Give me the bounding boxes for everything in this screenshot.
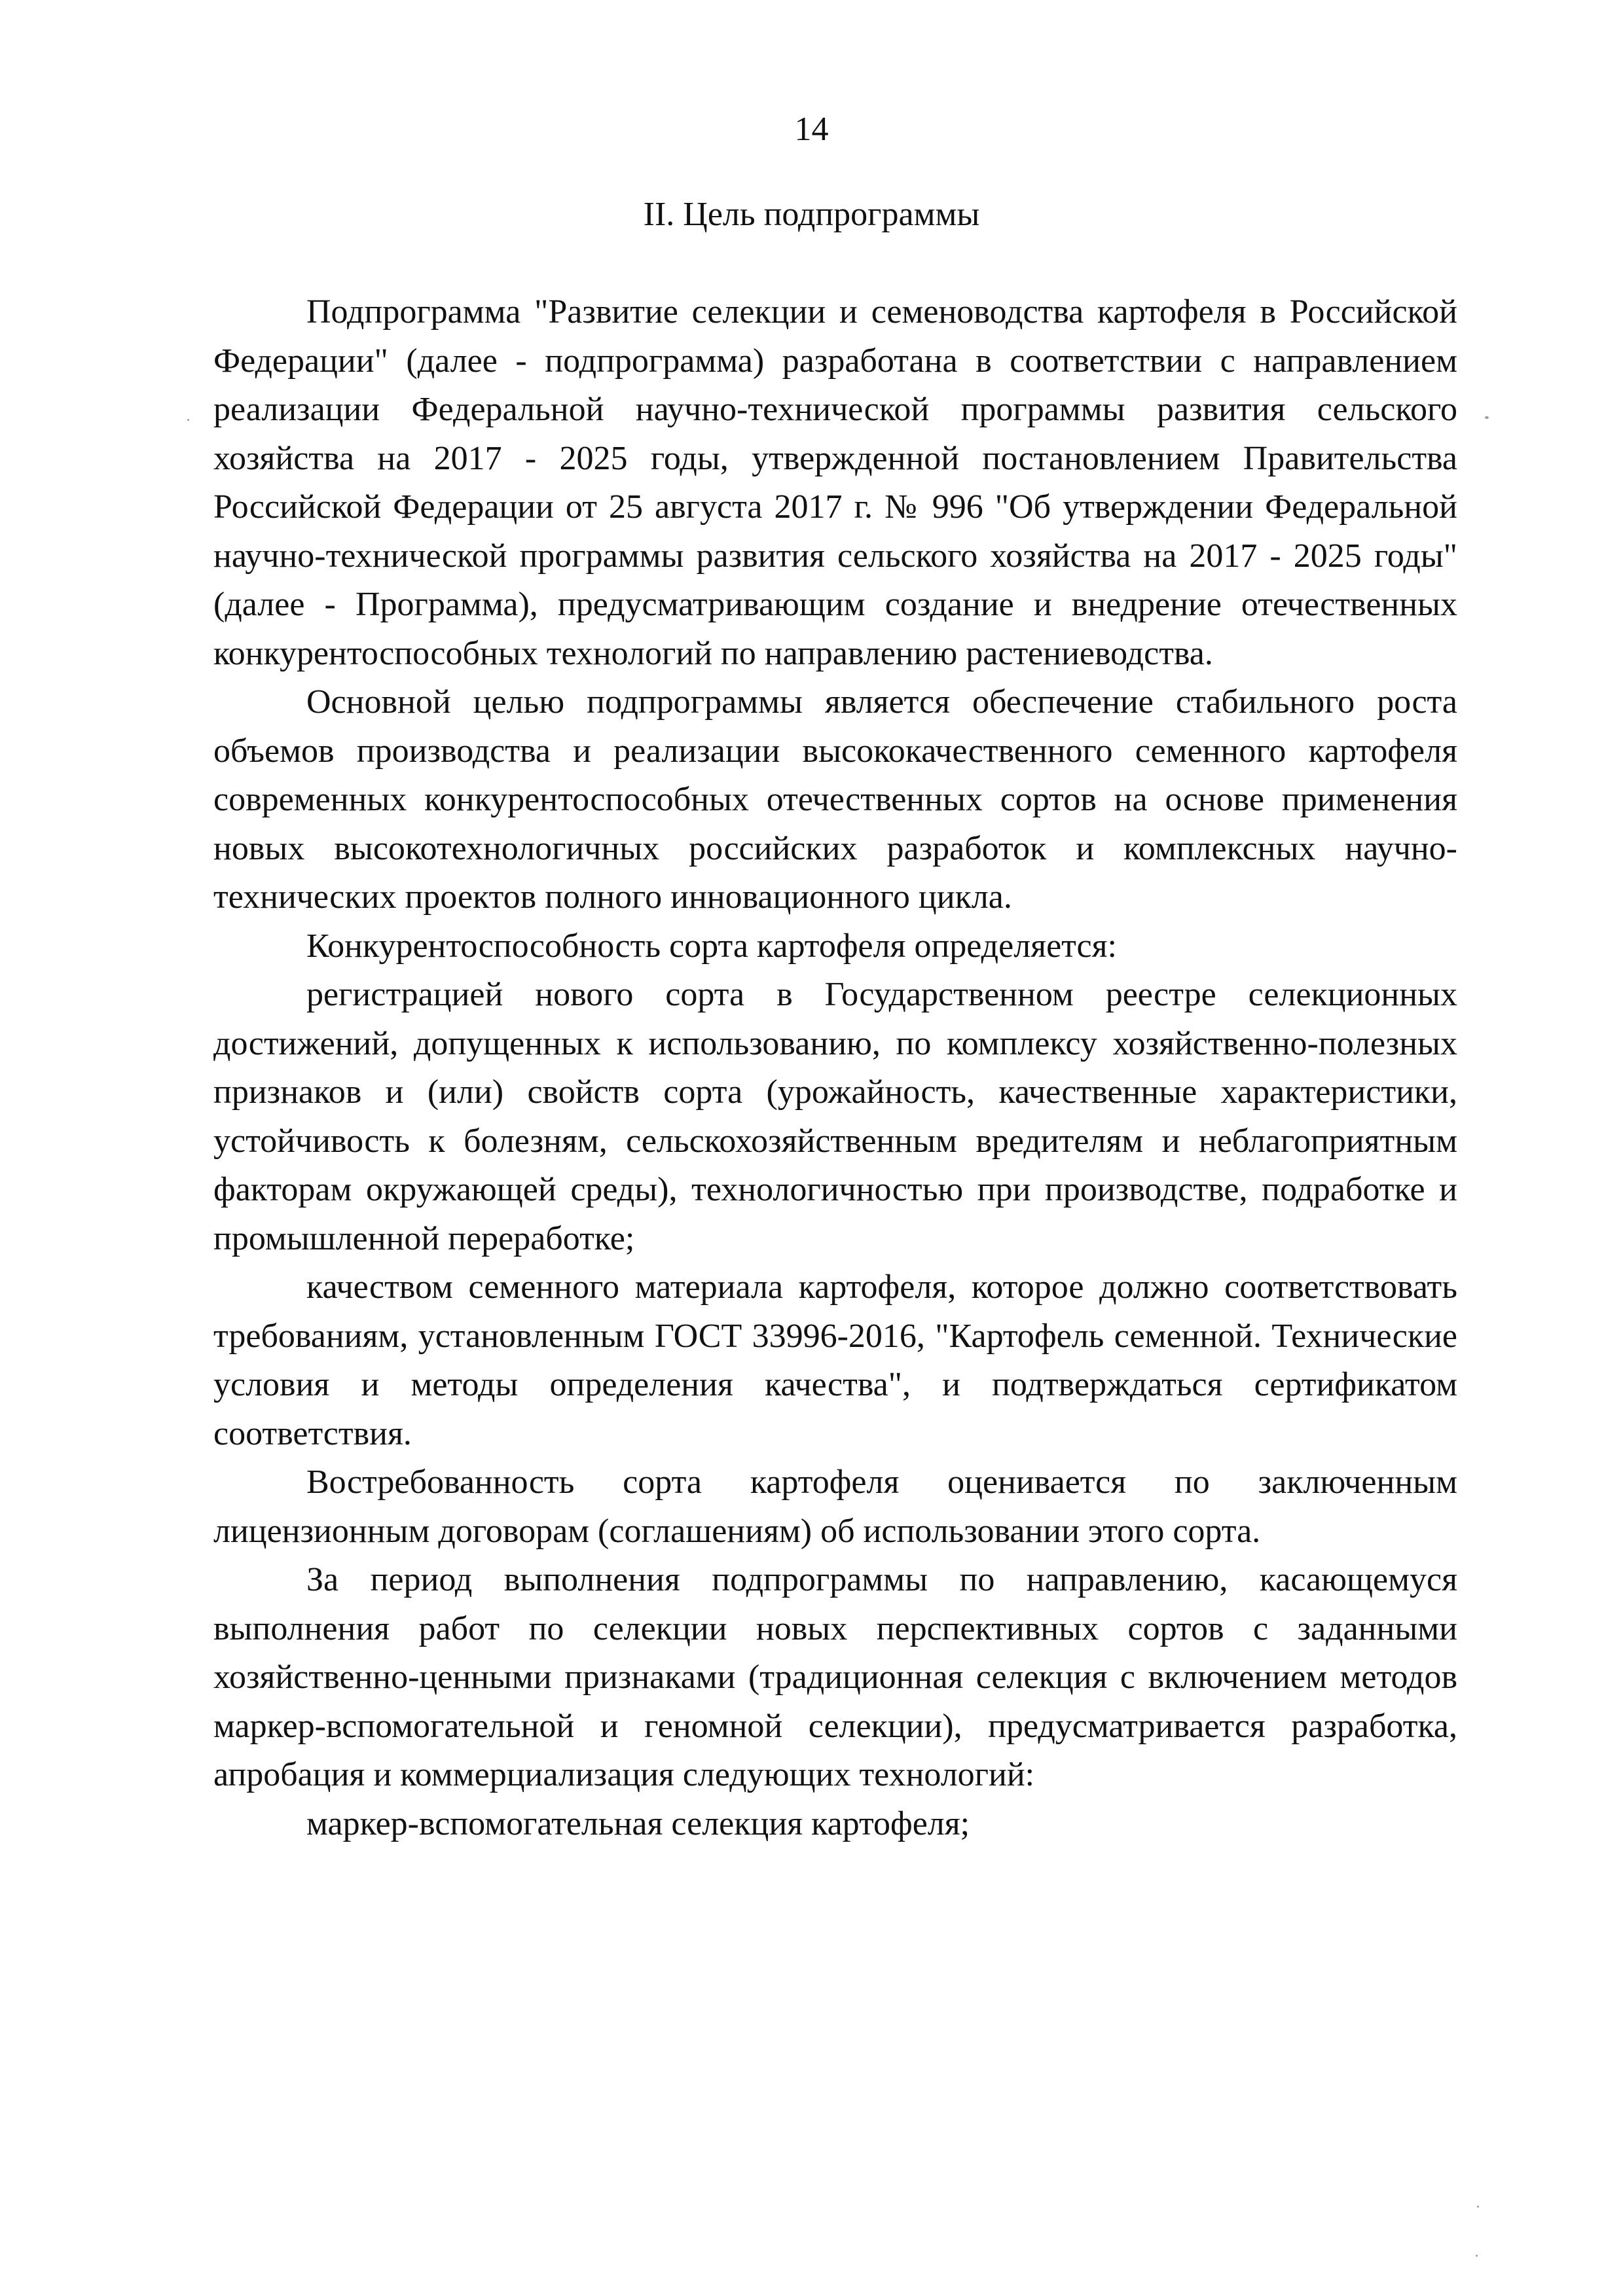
paragraph-goal: Основной целью подпрограммы является обеспечение стабильного роста объемов производства и реализации высококачественного семенного картофеля современных конкурентоспособных отечественных сортов на основе применения новых высокотехнологичных российских разработок и комплексных научно-технических проектов полного инновационного цикла. [213,683,1457,916]
scan-artifact [1476,2255,1478,2257]
section-title: II. Цель подпрограммы [643,196,980,233]
list-item-marker-selection: маркер-вспомогательная селекция картофеля; [306,1804,970,1842]
body-text [213,288,1457,1848]
paragraph-intro: Подпрограмма "Развитие селекции и семеноводства картофеля в Российской Федерации" (далее - подпрограмма) разработана в соответствии с направлением реализации Федеральной научно-технической программы развития сельского хозяйства на 2017 - 2025 годы, утвержденной постановлением Правительства Российской Федерации от 25 августа 2017 г. № 996 "Об утверждении Федеральной научно-технической программы развития сельского хозяйства на 2017 - 2025 годы" (далее - Программа), предусматривающим создание и внедрение отечественных конкурентоспособных технологий по направлению растениеводства. [213,293,1457,672]
list-item-seed-quality: качеством семенного материала картофеля, которое должно соответствовать требованиям, установленным ГОСТ 33996-2016, "Картофель семенной. Технические условия и методы определения качества", и подтверждаться сертификатом соответствия. [213,1268,1457,1452]
paragraph-period: За период выполнения подпрограммы по направлению, касающемуся выполнения работ по селекции новых перспективных сортов с заданными хозяйственно-ценными признаками (традиционная селекция с включением методов маркер-вспомогательной и геномной селекции), предусматривается разработка, апробация и коммерциализация следующих технологий: [213,1561,1457,1793]
scan-artifact [1485,416,1489,419]
paragraph-demand: Востребованность сорта картофеля оценивается по заключенным лицензионным договорам (соглашениям) об использовании этого сорта. [213,1463,1457,1550]
scan-artifact [187,419,189,421]
paragraph-competitiveness: Конкурентоспособность сорта картофеля определяется: [306,927,1117,965]
scan-artifact [1477,2206,1479,2208]
list-item-registration: регистрацией нового сорта в Государственном реестре селекционных достижений, допущенных к использованию, по комплексу хозяйственно-полезных признаков и (или) свойств сорта (урожайность, качественные характеристики, устойчивость к болезням, сельскохозяйственным вредителям и неблагоприятным факторам окружающей среды), технологичностью при производстве, подработке и промышленной переработке; [213,976,1457,1257]
page-number: 14 [794,111,829,148]
